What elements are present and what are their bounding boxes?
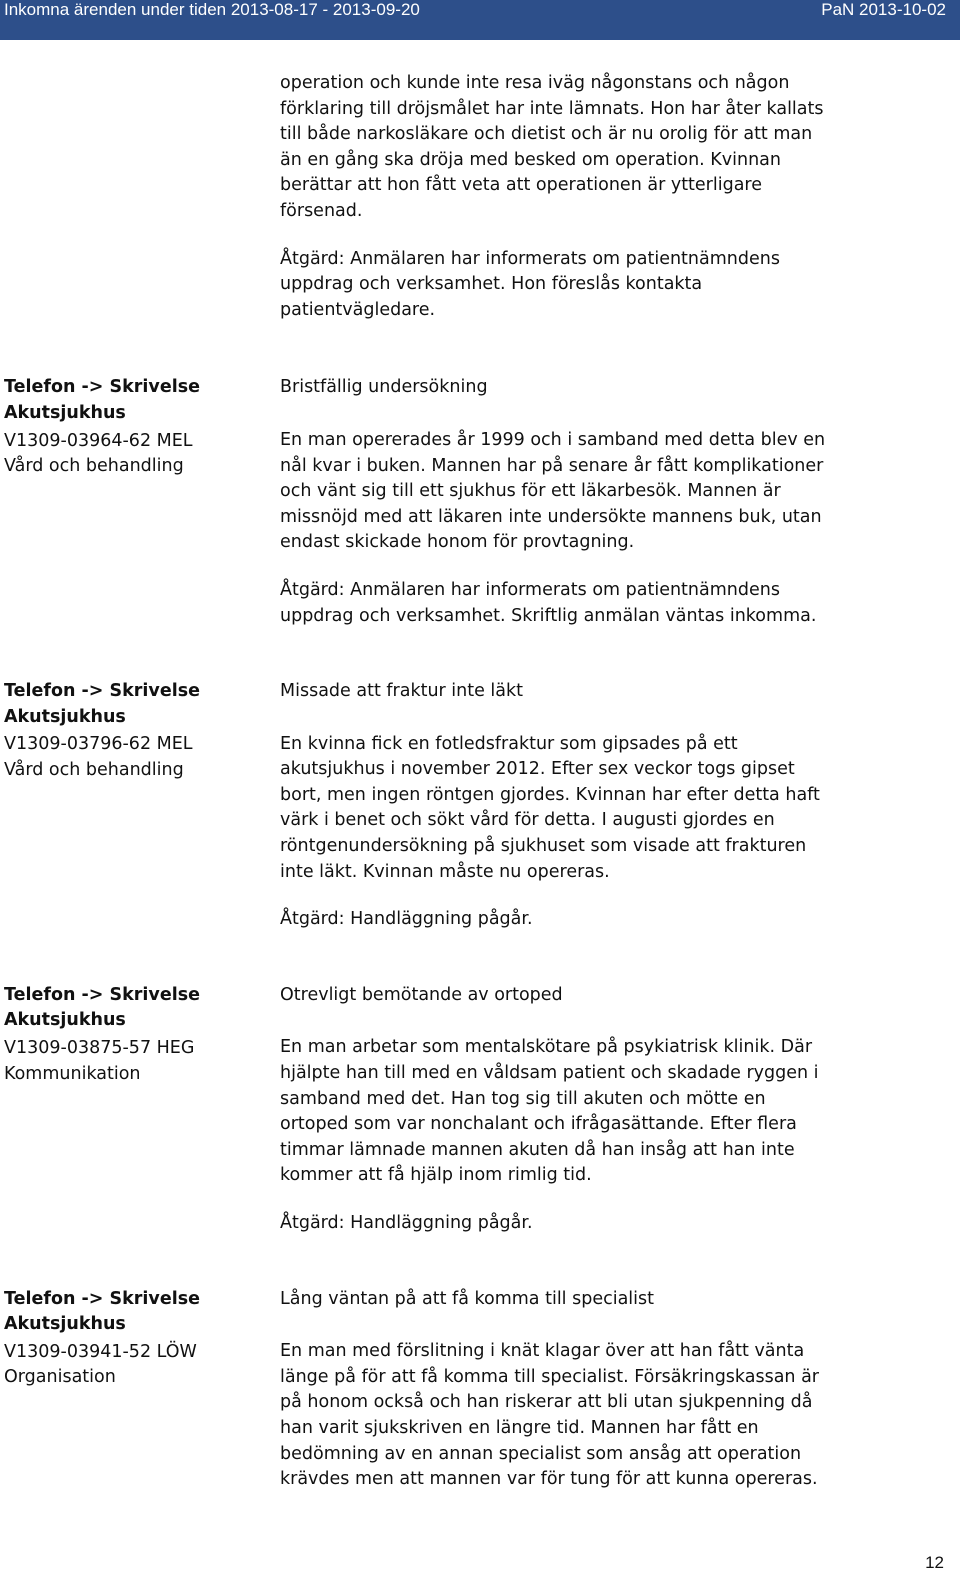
case-description: En man opererades år 1999 och i samband med detta blev en nål kvar i buken. Mannen har på senare år fått komplikationer och vänt sig till ett sjukhus för ett läkarbesök. Mannen är missnöjd med att läkaren inte undersökte mannens buk, utan endast skickade honom för provtagning.	[280, 429, 826, 553]
case-contact: Telefon -> Skrivelse	[4, 1288, 200, 1309]
case-action: Åtgärd: Anmälaren har informerats om patientnämndens uppdrag och verksamhet. Hon föreslås kontakta patientvägledare.	[280, 248, 780, 320]
case-contact: Telefon -> Skrivelse	[4, 681, 200, 702]
case-category: Kommunikation	[4, 1063, 141, 1084]
case-entry	[0, 375, 960, 629]
case-entry	[0, 679, 960, 933]
case-category: Organisation	[4, 1367, 116, 1388]
case-meta	[0, 1287, 280, 1493]
case-unit: Akutsjukhus	[4, 1314, 126, 1335]
case-meta	[0, 375, 280, 629]
case-body	[280, 983, 940, 1237]
header-date: PaN 2013-10-02	[821, 0, 946, 19]
case-unit: Akutsjukhus	[4, 1010, 126, 1031]
header-title: Inkomna ärenden under tiden 2013-08-17 - 2013-09-20	[4, 0, 420, 19]
case-title: Lång väntan på att få komma till specialist	[280, 1288, 655, 1309]
case-title: Otrevligt bemötande av ortoped	[280, 984, 563, 1005]
case-description: En kvinna fick en fotledsfraktur som gipsades på ett akutsjukhus i november 2012. Efter sex veckor togs gipset bort, men ingen röntgen gjordes. Kvinnan har efter detta haft värk i benet och sökt vård för detta. I augusti gjordes en röntgenundersökning på sjukhuset som visade att frakturen inte läkt. Kvinnan måste nu opereras.	[280, 733, 820, 882]
case-id: V1309-03964-62 MEL	[4, 430, 193, 451]
case-id: V1309-03875-57 HEG	[4, 1038, 195, 1059]
case-body	[280, 375, 940, 629]
case-contact: Telefon -> Skrivelse	[4, 377, 200, 398]
case-action: Åtgärd: Handläggning pågår.	[280, 1213, 533, 1233]
case-action: Åtgärd: Anmälaren har informerats om patientnämndens uppdrag och verksamhet. Skriftlig anmälan väntas inkomma.	[280, 579, 817, 626]
case-meta	[0, 983, 280, 1237]
case-title: Bristfällig undersökning	[280, 377, 488, 398]
case-body	[280, 679, 940, 933]
case-description: En man med förslitning i knät klagar över att han fått vänta länge på för att få komma till specialist. Försäkringskassan är på honom också och han riskerar att bli utan sjukpenning då han varit sjukskriven en längre tid. Mannen har fått en bedömning av en annan specialist som ansåg att operation krävdes men att mannen var för tung för att kunna opereras.	[280, 1341, 820, 1490]
document-body	[0, 71, 960, 1493]
case-entry	[0, 1287, 960, 1493]
case-meta	[0, 679, 280, 933]
case-category: Vård och behandling	[4, 759, 184, 780]
case-description: En man arbetar som mentalskötare på psykiatrisk klinik. Där hjälpte han till med en våldsam patient och skadade ryggen i samband med det. Han tog sig till akuten och mötte en ortoped som var nonchalant och ifrågasättande. Efter flera timmar lämnade mannen akuten då han insåg att han inte kommer att få hjälp inom rimlig tid.	[280, 1037, 819, 1186]
case-entry	[0, 983, 960, 1237]
case-id: V1309-03941-52 LÖW	[4, 1341, 197, 1362]
case-body	[280, 1287, 940, 1493]
case-unit: Akutsjukhus	[4, 402, 126, 423]
case-description: operation och kunde inte resa iväg någonstans och någon förklaring till dröjsmålet har inte lämnats. Hon har åter kallats till både narkosläkare och dietist och är nu orolig för att man än en gång ska dröja med besked om operation. Kvinnan berättar att hon fått veta att operationen är ytterligare försenad.	[280, 73, 824, 221]
case-id: V1309-03796-62 MEL	[4, 734, 193, 755]
case-contact: Telefon -> Skrivelse	[4, 984, 200, 1005]
case-action: Åtgärd: Handläggning pågår.	[280, 909, 533, 930]
page-header	[0, 0, 960, 40]
page-number: 12	[925, 1553, 944, 1572]
case-unit: Akutsjukhus	[4, 706, 126, 727]
continued-case	[280, 71, 940, 323]
case-category: Vård och behandling	[4, 456, 184, 477]
case-title: Missade att fraktur inte läkt	[280, 681, 524, 702]
